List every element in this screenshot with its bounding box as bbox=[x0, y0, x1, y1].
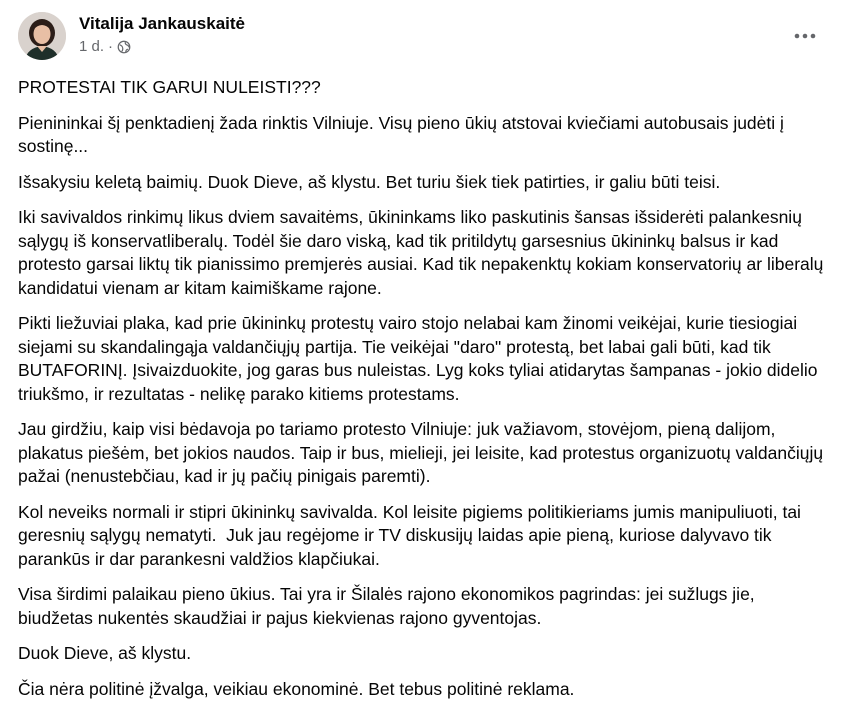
post-paragraph: Iki savivaldos rinkimų likus dviem savaitėms, ūkininkams liko paskutinis šansas išsiderėti palankesnių sąlygų iš konservatliberalų. Todėl šie daro viską, kad tik pritildytų garsesnius ūkininkų balsus ir kad protesto garsai liktų tik pianissimo premjerės ausiai. Kad tik nepakenktų kokiam konservatorių ar liberalų kandidatui vienam ar kitam kaimiškame rajone. bbox=[18, 207, 829, 298]
more-options-button[interactable] bbox=[787, 18, 823, 54]
globe-icon[interactable] bbox=[117, 40, 131, 54]
post-paragraph: Išsakysiu keletą baimių. Duok Dieve, aš klystu. Bet turiu šiek tiek patirties, ir galiu būti teisi. bbox=[18, 171, 721, 192]
post-paragraph: PROTESTAI TIK GARUI NULEISTI??? bbox=[18, 77, 321, 97]
more-options-icon bbox=[794, 33, 816, 39]
post-paragraph: Pikti liežuviai plaka, kad prie ūkininkų protestų vairo stojo nelabai kam žinomi veikėjai, kurie tiesiogiai siejami su skandalingąja valdančiųjų partija. Tie veikėjai "daro" protestą, bet labai gali būti, kad tik BUTAFORINĮ. Įsivaizduokite, jog garas bus nuleistas. Lyg koks tyliai atidarytas šampanas - jokio didelio triukšmo, ir rezultatas - nelikę parako kitiems protestams. bbox=[18, 313, 823, 404]
post-body bbox=[18, 76, 828, 713]
post-header bbox=[18, 12, 245, 60]
post-subline bbox=[79, 38, 245, 56]
post-paragraph: Pienininkai šį penktadienį žada rinktis Vilniuje. Visų pieno ūkių atstovai kviečiami autobusais judėti į sostinę... bbox=[18, 112, 789, 156]
post-paragraph: Visa širdimi palaikau pieno ūkius. Tai yra ir Šilalės rajono ekonomikos pagrindas: jei sužlugs jie, biudžetas nukentės skaudžiai ir pajus kiekvienas rajono gyventojas. bbox=[18, 584, 760, 628]
post-paragraph: Duok Dieve, aš klystu. bbox=[18, 643, 192, 663]
post-timestamp[interactable]: 1 d. bbox=[79, 38, 105, 55]
post-paragraph: Jau girdžiu, kaip visi bėdavoja po tariamo protesto Vilniuje: juk važiavom, stovėjom, pieną dalijom, plakatus piešėm, bet jokios naudos. Taip ir bus, mielieji, jei leisite, kad protestus organizuotų valdančiųjų pažai (nenustebčiau, kad ir jų pačių pinigais paremti). bbox=[18, 419, 828, 486]
avatar[interactable] bbox=[18, 12, 66, 60]
post-meta bbox=[79, 13, 245, 56]
separator-dot: · bbox=[108, 38, 114, 55]
profile-photo bbox=[18, 12, 66, 60]
post-paragraph: Čia nėra politinė įžvalga, veikiau ekonominė. Bet tebus politinė reklama. bbox=[18, 678, 575, 699]
post-paragraph: Kol neveiks normali ir stipri ūkininkų savivalda. Kol leisite pigiems politikieriams jumis manipuliuoti, tai geresnių sąlygų nematyti. Juk jau regėjome ir TV diskusijų laidas apie pieną, kuriose dalyvavo tik parankūs ir dar parankesni valdžios klapčiukai. bbox=[18, 501, 806, 569]
author-name[interactable]: Vitalija Jankauskaitė bbox=[79, 14, 246, 33]
